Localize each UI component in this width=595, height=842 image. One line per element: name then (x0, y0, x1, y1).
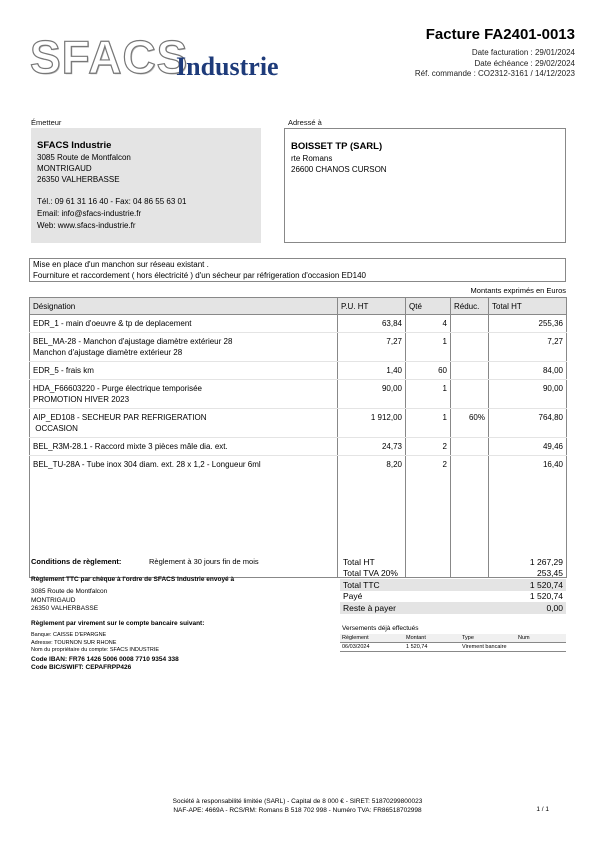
row-unit-price: 1,40 (338, 362, 406, 380)
table-header-row (30, 298, 567, 315)
row-total: 90,00 (489, 380, 567, 409)
table-row (30, 333, 567, 362)
total-tva-label: Total TVA 20% (343, 568, 398, 579)
paid-value: 1 520,74 (529, 591, 563, 602)
row-designation: AIP_ED108 - SECHEUR PAR REFRIGERATION OCCASION (30, 409, 338, 438)
transfer-payment-title: Règlement par virement sur le compte bancaire suivant: (31, 620, 205, 627)
table-row (30, 362, 567, 380)
sender-phone: Tél.: 09 61 31 16 40 - Fax: 04 86 55 63 01 (37, 197, 187, 206)
note-line: Mise en place d'un manchon sur réseau existant . (33, 260, 209, 269)
sender-addr-line: 26350 VALHERBASSE (37, 175, 120, 184)
recipient-addr-line: 26600 CHANOS CURSON (291, 165, 387, 174)
transfer-bank-info (31, 632, 159, 655)
row-unit-price: 1 912,00 (338, 409, 406, 438)
row-total: 764,80 (489, 409, 567, 438)
currency-note: Montants exprimés en Euros (470, 286, 566, 295)
remaining-value: 0,00 (478, 602, 566, 614)
recipient-box (284, 128, 566, 243)
row-quantity: 1 (406, 409, 451, 438)
row-quantity: 2 (406, 456, 451, 474)
totals-row (340, 602, 566, 614)
payments-header-num: Num (516, 634, 566, 643)
invoice-note (29, 258, 566, 282)
sender-address (37, 152, 131, 185)
company-logo (30, 30, 290, 85)
row-discount: 60% (451, 409, 489, 438)
payment-conditions-value: Règlement à 30 jours fin de mois (149, 557, 259, 566)
row-unit-price: 8,20 (338, 456, 406, 474)
iban-code: Code IBAN: FR76 1426 5006 0008 7710 9354 338 (31, 656, 179, 663)
footer-line: NAF-APE: 4669A - RCS/RM: Romans B 518 702 998 - Numéro TVA: FR86518702998 (173, 807, 422, 814)
sender-web: Web: www.sfacs-industrie.fr (37, 221, 136, 230)
total-ht-label: Total HT (343, 556, 375, 567)
bank-address: Adresse: TOURNON SUR RHONE (31, 639, 117, 646)
cheque-addr-line: 26350 VALHERBASSE (31, 605, 99, 612)
cheque-addr-line: 3085 Route de Montfalcon (31, 588, 108, 595)
header-unit-price: P.U. HT (338, 298, 406, 315)
row-quantity: 4 (406, 315, 451, 333)
totals-row (340, 579, 566, 591)
row-discount (451, 362, 489, 380)
account-owner: Nom du propriétaire du compte: SFACS INDUSTRIE (31, 647, 160, 653)
payments-header-date: Règlement (340, 634, 404, 643)
payments-done-title: Versements déjà effectués (342, 625, 419, 632)
total-ttc-label: Total TTC (340, 579, 478, 591)
table-row (30, 409, 567, 438)
paid-label: Payé (343, 591, 363, 602)
header-discount: Réduc. (451, 298, 489, 315)
payment-num (516, 643, 566, 652)
remaining-label: Reste à payer (340, 602, 478, 614)
row-unit-price: 24,73 (338, 438, 406, 456)
row-total: 7,27 (489, 333, 567, 362)
row-designation: BEL_R3M-28.1 - Raccord mixte 3 pièces mâle dia. ext. (30, 438, 338, 456)
row-discount (451, 333, 489, 362)
payments-done-table (340, 634, 566, 652)
cheque-payment-title: Règlement TTC par chèque à l'ordre de SFACS Industrie envoyé à (31, 576, 235, 583)
sender-addr-line: MONTRIGAUD (37, 164, 92, 173)
recipient-label: Adressé à (288, 118, 322, 127)
recipient-name: BOISSET TP (SARL) (291, 141, 383, 152)
row-designation: BEL_MA-28 - Manchon d'ajustage diamètre extérieur 28 Manchon d'ajustage diamètre extérieur 28 (30, 333, 338, 362)
logo-sub-text: Industrie (176, 52, 279, 81)
row-quantity: 1 (406, 333, 451, 362)
total-ht-value: 1 267,29 (529, 556, 563, 567)
sender-label: Émetteur (31, 118, 62, 127)
invoice-meta (415, 48, 575, 80)
row-quantity: 1 (406, 380, 451, 409)
sender-box (31, 128, 261, 243)
note-line: Fourniture et raccordement ( hors électricité ) d'un sécheur par réfrigeration d'occasion ED140 (33, 270, 366, 280)
legal-footer (0, 797, 595, 815)
payments-row (340, 643, 566, 652)
table-row (30, 315, 567, 333)
row-designation: EDR_1 - main d'oeuvre & tp de deplacement (30, 315, 338, 333)
sender-contact (37, 196, 186, 232)
sender-addr-line: 3085 Route de Montfalcon (37, 153, 131, 162)
invoice-title: Facture FA2401-0013 (425, 26, 575, 43)
totals-row (340, 591, 566, 603)
payments-header-type: Type (460, 634, 516, 643)
row-discount (451, 438, 489, 456)
row-unit-price: 90,00 (338, 380, 406, 409)
header-quantity: Qté (406, 298, 451, 315)
recipient-address (291, 153, 387, 175)
payment-conditions-label: Conditions de règlement: (31, 557, 122, 566)
bank-name: Banque: CAISSE D'EPARGNE (31, 632, 107, 638)
page-number: 1 / 1 (536, 806, 549, 813)
logo-main-text: SFACS (30, 31, 189, 83)
row-total: 255,36 (489, 315, 567, 333)
payment-amount: 1 520,74 (404, 643, 460, 652)
row-designation: EDR_5 - frais km (30, 362, 338, 380)
invoice-order-ref: Réf. commande : CO2312-3161 / 14/12/2023 (414, 69, 575, 78)
row-discount (451, 456, 489, 474)
table-row (30, 380, 567, 409)
row-total: 84,00 (489, 362, 567, 380)
total-tva-value: 253,45 (537, 568, 563, 579)
row-total: 16,40 (489, 456, 567, 474)
bank-codes (31, 656, 179, 672)
header-designation: Désignation (30, 298, 338, 315)
total-ttc-value: 1 520,74 (478, 579, 566, 591)
totals-row (340, 568, 566, 580)
row-unit-price: 7,27 (338, 333, 406, 362)
bic-code: Code BIC/SWIFT: CEPAFRPP426 (31, 664, 132, 671)
totals-row (340, 556, 566, 568)
cheque-addr-line: MONTRIGAUD (31, 596, 76, 604)
payment-date: 06/03/2024 (340, 643, 404, 652)
table-row (30, 456, 567, 474)
recipient-addr-line: rte Romans (291, 154, 333, 163)
totals-table (340, 556, 566, 614)
row-total: 49,46 (489, 438, 567, 456)
invoice-lines-table (29, 297, 567, 578)
payment-type: Virement bancaire (460, 643, 516, 652)
row-quantity: 2 (406, 438, 451, 456)
invoice-due-date: Date échéance : 29/02/2024 (474, 58, 575, 68)
row-discount (451, 315, 489, 333)
row-unit-price: 63,84 (338, 315, 406, 333)
row-discount (451, 380, 489, 409)
cheque-payment-address (31, 588, 107, 614)
table-row (30, 438, 567, 456)
sender-email: Email: info@sfacs-industrie.fr (37, 209, 142, 218)
row-designation: BEL_TU-28A - Tube inox 304 diam. ext. 28 x 1,2 - Longueur 6ml (30, 456, 338, 474)
payments-header-amount: Montant (404, 634, 460, 643)
row-designation: HDA_F66603220 - Purge électrique temporisée PROMOTION HIVER 2023 (30, 380, 338, 409)
sender-name: SFACS Industrie (37, 140, 112, 151)
row-quantity: 60 (406, 362, 451, 380)
header-total: Total HT (489, 298, 567, 315)
payments-header-row (340, 634, 566, 643)
footer-line: Société à responsabilité limitée (SARL) - Capital de 8 000 € - SIRET: 51870299800023 (172, 798, 423, 805)
invoice-date: Date facturation : 29/01/2024 (471, 48, 575, 57)
